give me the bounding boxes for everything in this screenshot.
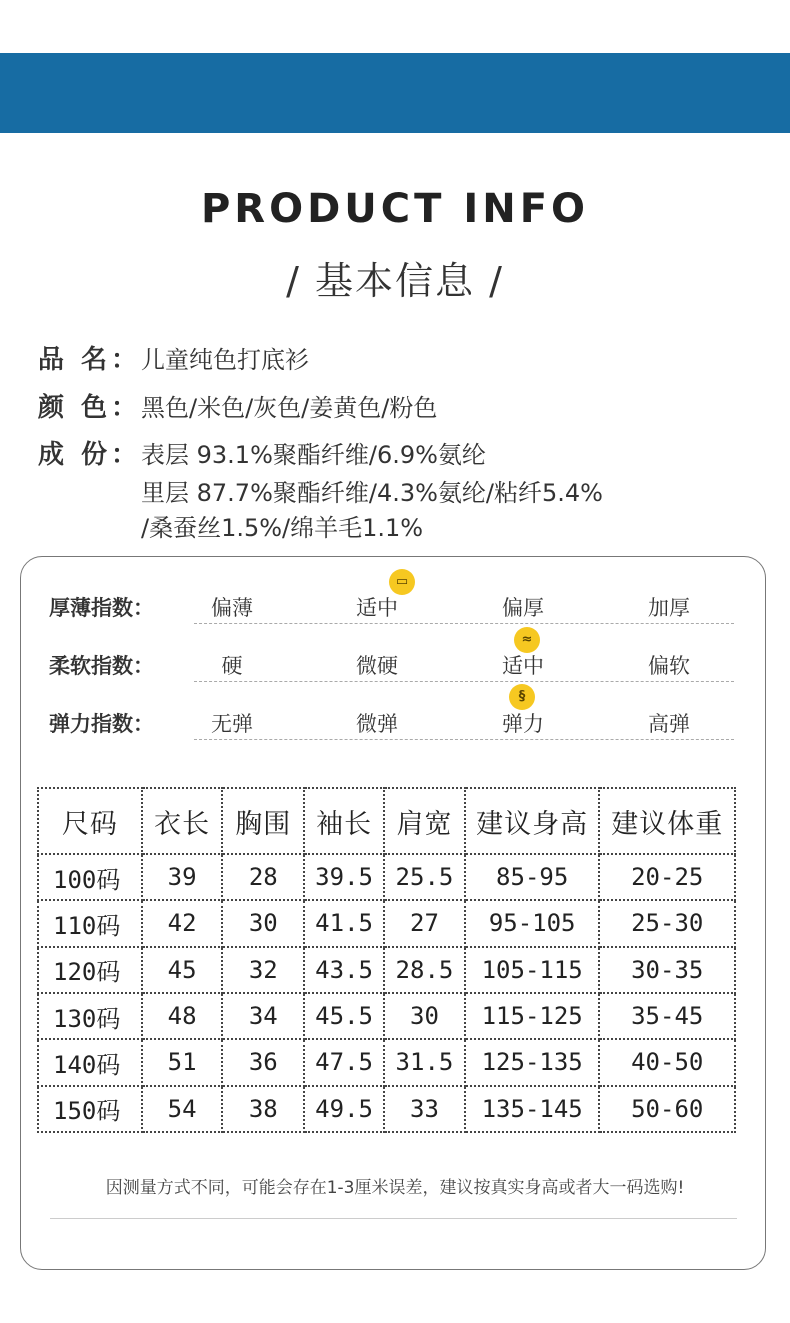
softness-option-selected: 适中 bbox=[502, 654, 544, 678]
info-color-label: 颜 色： bbox=[38, 393, 142, 423]
info-composition-line-2: 里层 87.7%聚酯纤维/4.3%氨纶/粘纤5.4% bbox=[141, 479, 603, 507]
cell: 105-115 bbox=[465, 947, 600, 993]
cell: 140码 bbox=[38, 1039, 142, 1085]
elasticity-option: 高弹 bbox=[648, 712, 690, 736]
info-name-label: 品 名： bbox=[38, 345, 142, 375]
thickness-option-selected: 适中 bbox=[356, 596, 398, 620]
cell: 50-60 bbox=[599, 1086, 735, 1132]
elasticity-dashed-line bbox=[194, 739, 734, 740]
cell: 39.5 bbox=[304, 854, 384, 900]
header-sleeve: 袖长 bbox=[304, 788, 384, 854]
info-composition-line-3: /桑蚕丝1.5%/绵羊毛1.1% bbox=[141, 514, 424, 542]
cell: 28.5 bbox=[384, 947, 465, 993]
title-cn: / 基本信息 / bbox=[286, 259, 504, 303]
cell: 28 bbox=[222, 854, 304, 900]
elasticity-option: 无弹 bbox=[211, 712, 253, 736]
softness-option: 硬 bbox=[221, 654, 243, 678]
info-composition-line-1: 表层 93.1%聚酯纤维/6.9%氨纶 bbox=[141, 441, 486, 469]
cell: 30 bbox=[384, 993, 465, 1039]
cell: 130码 bbox=[38, 993, 142, 1039]
cell: 110码 bbox=[38, 900, 142, 946]
cell: 38 bbox=[222, 1086, 304, 1132]
measurement-note: 因测量方式不同，可能会存在1-3厘米误差，建议按真实身高或者大一码选购! bbox=[105, 1178, 685, 1198]
cell: 47.5 bbox=[304, 1039, 384, 1085]
cell: 49.5 bbox=[304, 1086, 384, 1132]
header-shoulder: 肩宽 bbox=[384, 788, 465, 854]
cell: 40-50 bbox=[599, 1039, 735, 1085]
table-row bbox=[38, 947, 735, 993]
table-row bbox=[38, 1039, 735, 1085]
cell: 150码 bbox=[38, 1086, 142, 1132]
header-chest: 胸围 bbox=[222, 788, 304, 854]
info-name-value: 儿童纯色打底衫 bbox=[141, 346, 309, 374]
title-en: PRODUCT INFO bbox=[200, 186, 590, 232]
header-weight: 建议体重 bbox=[599, 788, 735, 854]
cell: 20-25 bbox=[599, 854, 735, 900]
wave-icon: ≈ bbox=[514, 627, 540, 653]
header-length: 衣长 bbox=[142, 788, 223, 854]
cell: 39 bbox=[142, 854, 223, 900]
table-row bbox=[38, 1086, 735, 1132]
thickness-dashed-line bbox=[194, 623, 734, 624]
size-table-header-row bbox=[38, 788, 735, 854]
thickness-option: 加厚 bbox=[648, 596, 690, 620]
cell: 135-145 bbox=[465, 1086, 600, 1132]
size-table bbox=[37, 787, 736, 1133]
table-row bbox=[38, 993, 735, 1039]
softness-option: 偏软 bbox=[648, 654, 690, 678]
cell: 85-95 bbox=[465, 854, 600, 900]
cell: 36 bbox=[222, 1039, 304, 1085]
header-size: 尺码 bbox=[38, 788, 142, 854]
softness-label: 柔软指数： bbox=[49, 654, 154, 678]
softness-option: 微硬 bbox=[356, 654, 398, 678]
cell: 34 bbox=[222, 993, 304, 1039]
cell: 30 bbox=[222, 900, 304, 946]
table-row bbox=[38, 854, 735, 900]
info-color-value: 黑色/米色/灰色/姜黄色/粉色 bbox=[141, 394, 438, 422]
softness-dashed-line bbox=[194, 681, 734, 682]
cell: 32 bbox=[222, 947, 304, 993]
cell: 30-35 bbox=[599, 947, 735, 993]
spring-icon: § bbox=[509, 684, 535, 710]
cell: 125-135 bbox=[465, 1039, 600, 1085]
cell: 25-30 bbox=[599, 900, 735, 946]
header-height: 建议身高 bbox=[465, 788, 600, 854]
cell: 45 bbox=[142, 947, 223, 993]
info-composition-label: 成 份： bbox=[38, 440, 142, 470]
cell: 51 bbox=[142, 1039, 223, 1085]
cell: 31.5 bbox=[384, 1039, 465, 1085]
cell: 35-45 bbox=[599, 993, 735, 1039]
elasticity-label: 弹力指数： bbox=[49, 712, 154, 736]
cell: 95-105 bbox=[465, 900, 600, 946]
thickness-option: 偏厚 bbox=[502, 596, 544, 620]
cell: 27 bbox=[384, 900, 465, 946]
cell: 54 bbox=[142, 1086, 223, 1132]
elasticity-option-selected: 弹力 bbox=[502, 712, 544, 736]
cell: 120码 bbox=[38, 947, 142, 993]
cell: 43.5 bbox=[304, 947, 384, 993]
cell: 45.5 bbox=[304, 993, 384, 1039]
cell: 115-125 bbox=[465, 993, 600, 1039]
cell: 100码 bbox=[38, 854, 142, 900]
thickness-label: 厚薄指数： bbox=[49, 596, 154, 620]
table-row bbox=[38, 900, 735, 946]
top-banner bbox=[0, 53, 790, 133]
cell: 41.5 bbox=[304, 900, 384, 946]
cell: 33 bbox=[384, 1086, 465, 1132]
ruler-icon: ▭ bbox=[389, 569, 415, 595]
cell: 42 bbox=[142, 900, 223, 946]
thickness-option: 偏薄 bbox=[211, 596, 253, 620]
cell: 48 bbox=[142, 993, 223, 1039]
bottom-divider bbox=[50, 1218, 737, 1219]
elasticity-option: 微弹 bbox=[356, 712, 398, 736]
cell: 25.5 bbox=[384, 854, 465, 900]
